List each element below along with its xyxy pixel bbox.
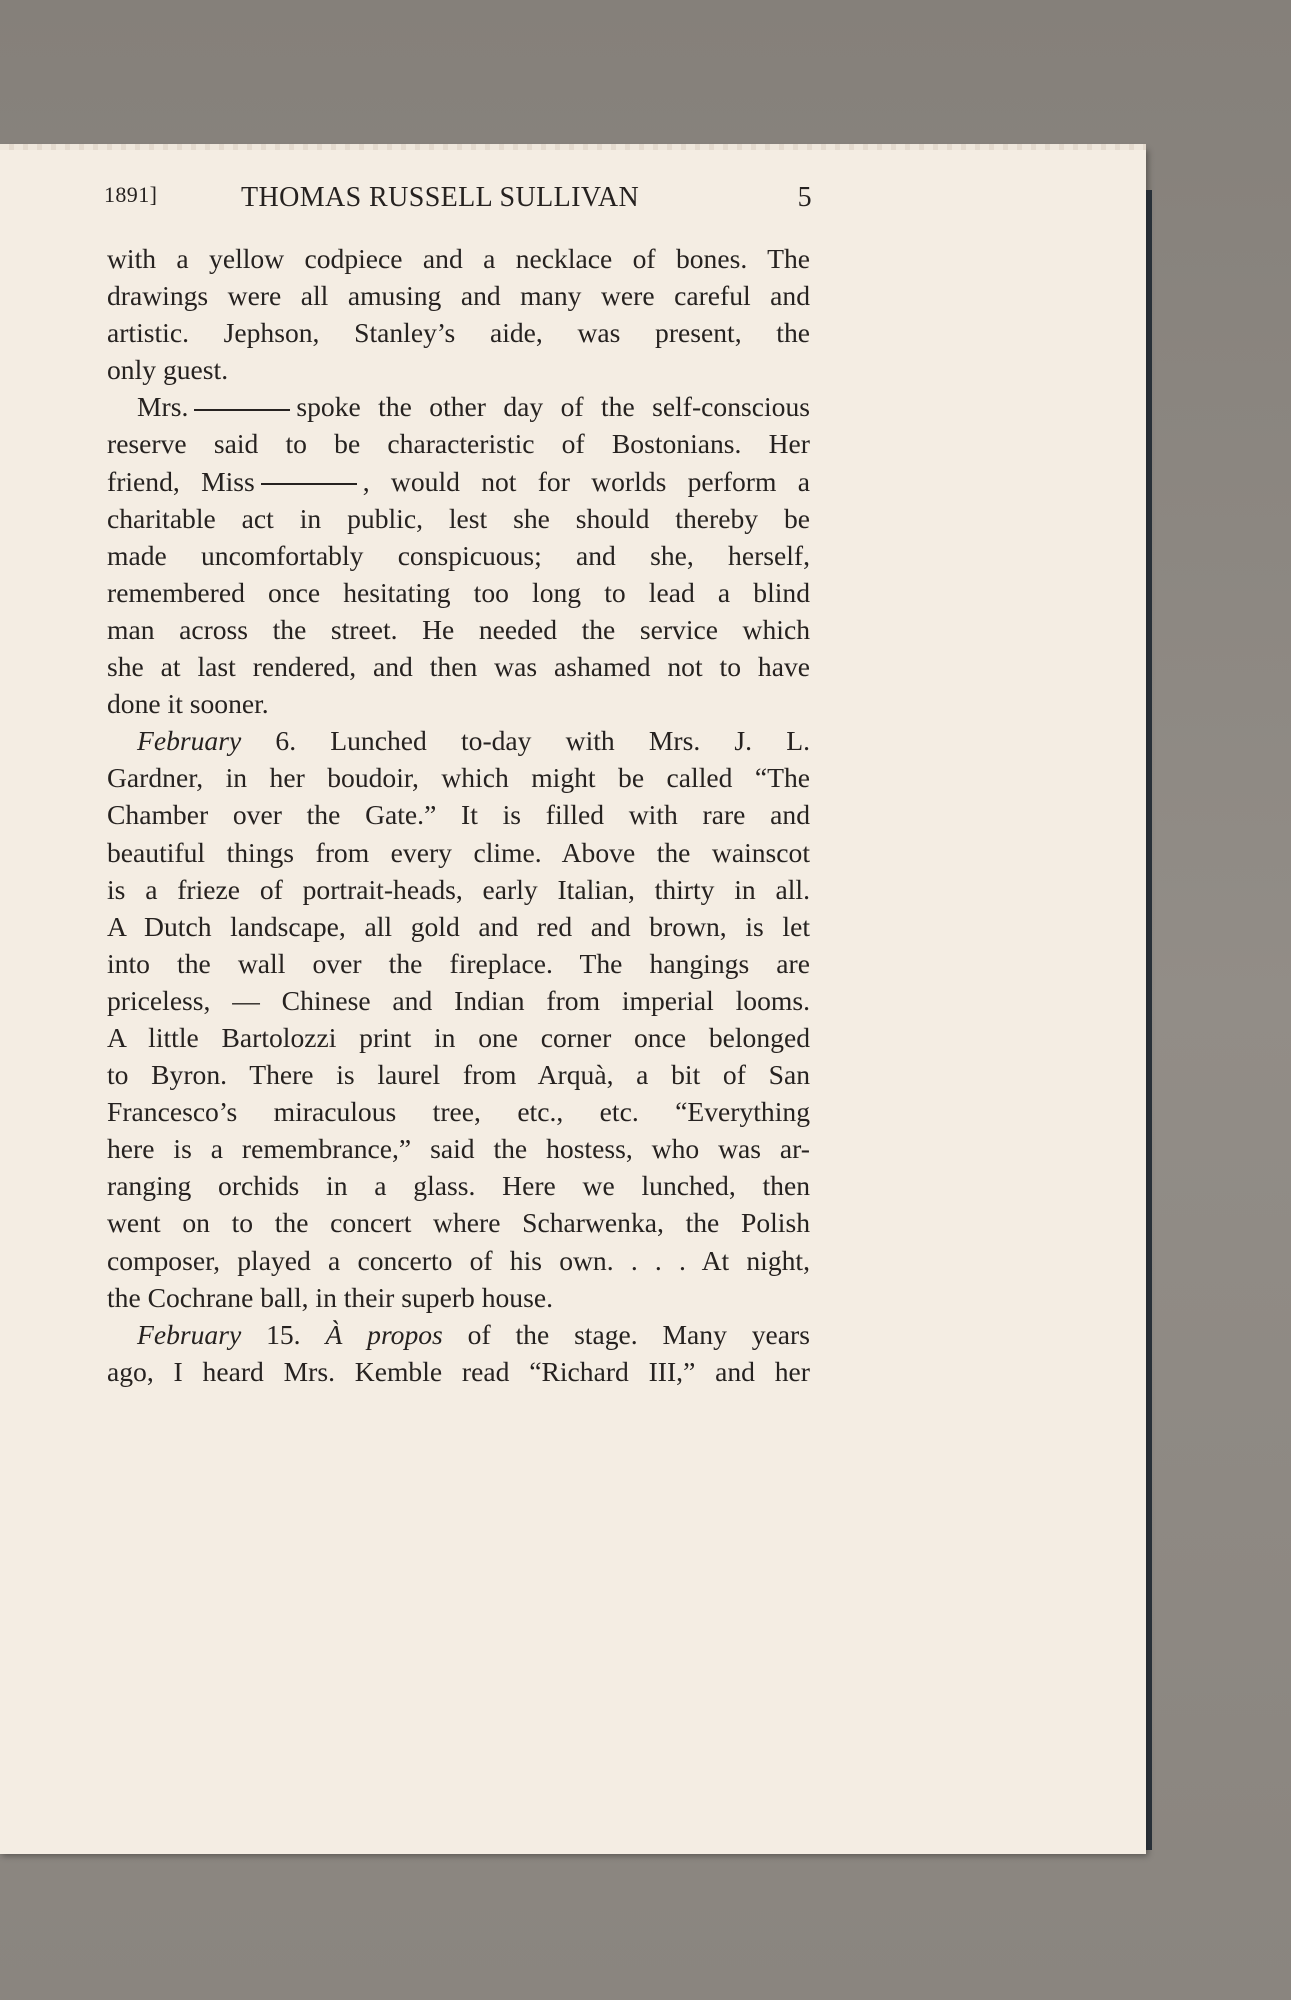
running-head	[104, 182, 812, 222]
text-line	[107, 388, 810, 425]
text-line: Chamber over the Gate.” It is filled with rare and	[107, 799, 810, 831]
text-line	[107, 1316, 810, 1353]
italic-phrase: À propos	[325, 1318, 443, 1350]
text-line: ago, I heard Mrs. Kemble read “Richard III,” and her	[107, 1355, 810, 1387]
entry-date-month: February	[137, 1318, 242, 1350]
page-body	[107, 240, 810, 1390]
text-line: done it sooner.	[107, 688, 269, 720]
text-line: man across the street. He needed the service which	[107, 613, 810, 645]
text-line: is a frieze of portrait-heads, early Italian, thirty in all.	[107, 873, 810, 905]
text-line: into the wall over the fireplace. The hangings are	[107, 947, 810, 979]
text-line: went on to the concert where Scharwenka, the Polish	[107, 1207, 810, 1239]
text-line: artistic. Jephson, Stanley’s aide, was present, the	[107, 317, 810, 349]
text-fragment: Mrs.	[137, 391, 189, 423]
entry-date-month: February	[137, 725, 242, 757]
running-head-author: THOMAS RUSSELL SULLIVAN	[241, 182, 640, 213]
text-line: reserve said to be characteristic of Bostonians. Her	[107, 428, 810, 460]
text-line: remembered once hesitating too long to lead a blind	[107, 576, 810, 608]
page-number: 5	[797, 182, 812, 213]
text-line: only guest.	[107, 354, 229, 386]
text-line: Francesco’s miraculous tree, etc., etc. “Everything	[107, 1096, 810, 1128]
text-line	[107, 463, 810, 500]
running-head-year: 1891]	[104, 182, 158, 207]
name-omission-dash	[261, 483, 357, 485]
text-line	[107, 722, 810, 759]
text-line: beautiful things from every clime. Above the wainscot	[107, 836, 810, 868]
text-line: with a yellow codpiece and a necklace of bones. The	[107, 243, 810, 274]
text-fragment: friend, Miss	[107, 465, 255, 497]
text-line: A little Bartolozzi print in one corner once belonged	[107, 1021, 810, 1053]
text-line: the Cochrane ball, in their superb house.	[107, 1281, 553, 1313]
text-fragment: spoke the other day of the self-conscious	[296, 391, 810, 423]
text-line: charitable act in public, lest she should thereby be	[107, 502, 810, 534]
text-fragment: 6. Lunched to-day with Mrs. J. L.	[241, 725, 810, 757]
text-line: to Byron. There is laurel from Arquà, a bit of San	[107, 1059, 810, 1091]
text-line: A Dutch landscape, all gold and red and brown, is let	[107, 910, 810, 942]
text-fragment: of the stage. Many years	[442, 1318, 810, 1350]
text-line: priceless, — Chinese and Indian from imperial looms.	[107, 984, 810, 1016]
text-fragment: 15.	[241, 1318, 326, 1350]
text-line: composer, played a concerto of his own. . . . At night,	[107, 1244, 810, 1276]
text-line: here is a remembrance,” said the hostess, who was ar-	[107, 1133, 810, 1165]
text-line: she at last rendered, and then was ashamed not to have	[107, 651, 810, 683]
text-line: Gardner, in her boudoir, which might be called “The	[107, 762, 810, 794]
text-line: drawings were all amusing and many were careful and	[107, 280, 810, 312]
text-line: ranging orchids in a glass. Here we lunched, then	[107, 1170, 810, 1202]
text-line: made uncomfortably conspicuous; and she, herself,	[107, 539, 810, 571]
name-omission-dash	[194, 409, 290, 411]
text-fragment: , would not for worlds perform a	[362, 465, 810, 497]
